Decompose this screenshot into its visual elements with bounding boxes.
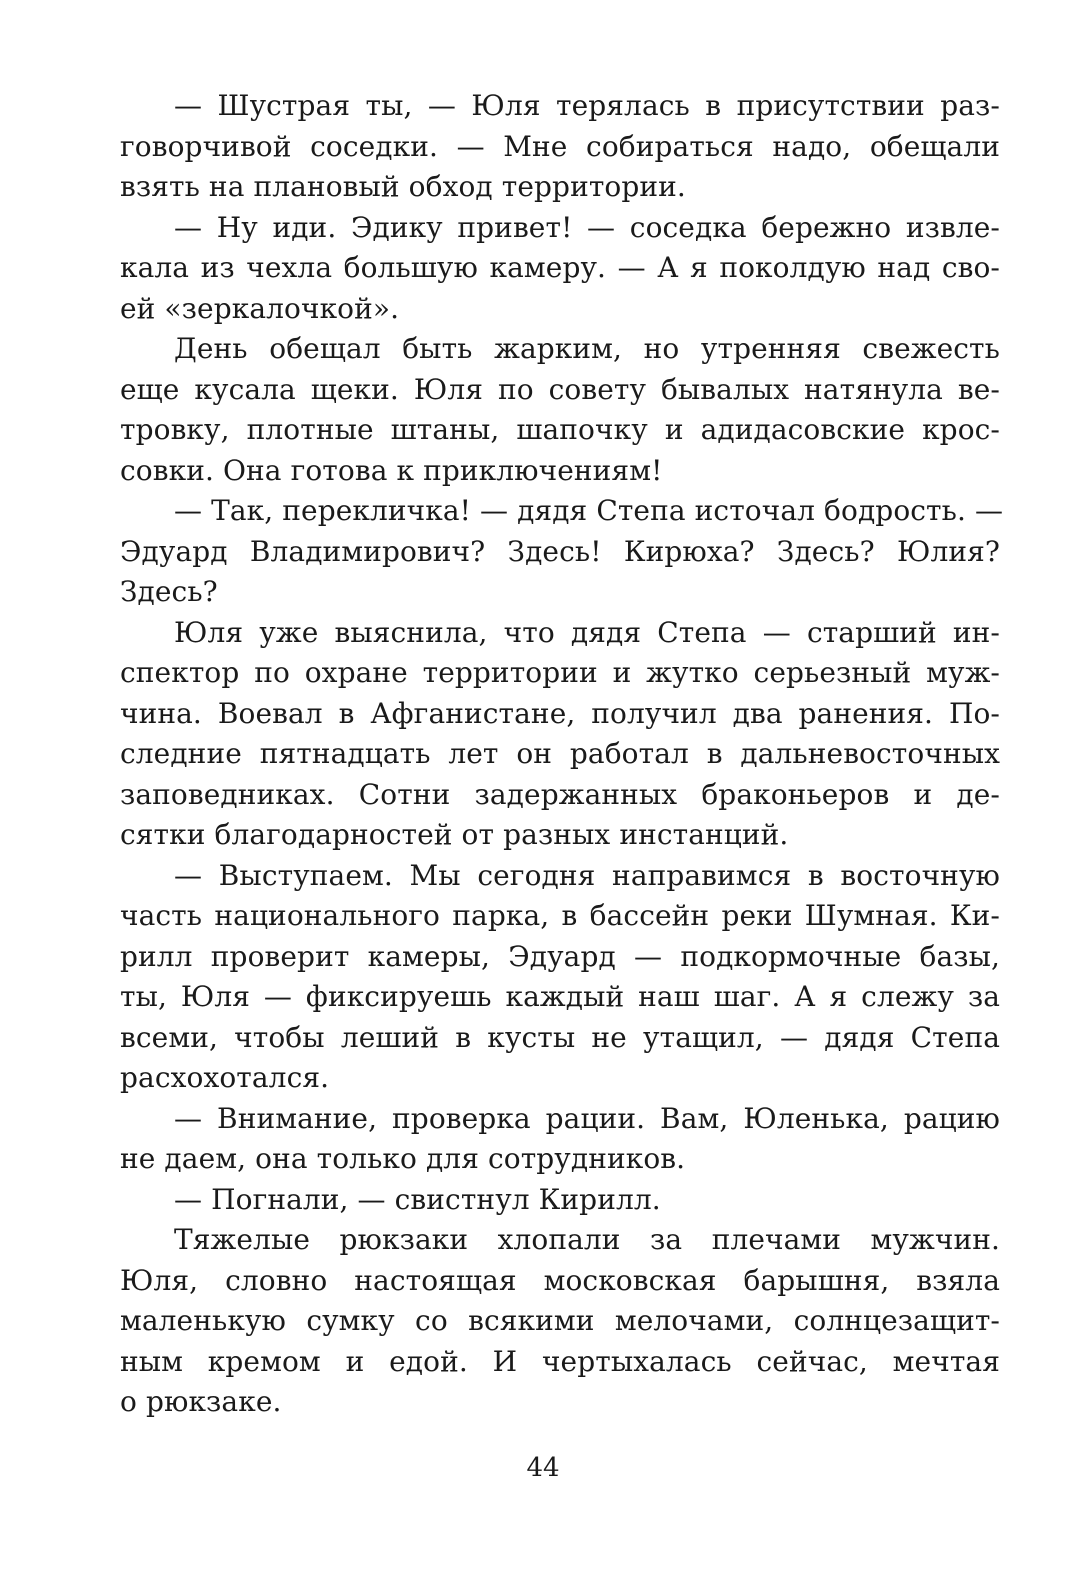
text-line: Эдуард Владимирович? Здесь! Кирюха? Здесь? Юлия? [120,534,1000,568]
text-line: Тяжелые рюкзаки хлопали за плечами мужчин. [174,1223,1000,1256]
text-line: заповедниках. Сотни задержанных браконьеров и де- [120,777,1000,811]
text-line: — Выступаем. Мы сегодня направимся в восточную [174,858,1000,892]
text-line: взять на плановый обход территории. [120,170,686,203]
text-line: — Внимание, проверка рации. Вам, Юленька, рацию [174,1101,1000,1135]
text-line: День обещал быть жарким, но утренняя свежесть [174,332,1000,365]
text-line: часть национального парка, в бассейн реки Шумная. Ки- [120,899,1000,932]
text-line: о рюкзаке. [120,1385,282,1418]
text-line: совки. Она готова к приключениям! [120,453,663,487]
text-line: чина. Воевал в Афганистане, получил два ранения. По- [120,696,1000,730]
text-line: не даем, она только для сотрудников. [120,1142,686,1175]
text-line: — Ну иди. Эдику привет! — соседка бережно извле- [174,210,1000,244]
text-line: всеми, чтобы леший в кусты не утащил, — дядя Степа [120,1020,1000,1054]
text-line: следние пятнадцать лет он работал в дальневосточных [120,737,1000,770]
text-line: ей «зеркалочкой». [120,291,400,325]
text-line: маленькую сумку со всякими мелочами, солнцезащит- [120,1304,1000,1337]
text-line: расхохотался. [120,1061,330,1094]
text-line: Юля уже выяснила, что дядя Степа — старший ин- [174,615,1000,649]
text-line: еще кусала щеки. Юля по совету бывалых натянула ве- [120,372,1000,406]
text-line: тровку, плотные штаны, шапочку и адидасовские крос- [120,413,1000,446]
text-line: ным кремом и едой. И чертыхалась сейчас, мечтая [120,1344,1000,1378]
text-line: ты, Юля — фиксируешь каждый наш шаг. А я слежу за [120,980,1000,1013]
text-line: спектор по охране территории и жутко серьезный муж- [120,656,1000,689]
text-line: — Шустрая ты, — Юля терялась в присутствии раз- [174,89,1000,122]
text-line: — Так, перекличка! — дядя Степа источал бодрость. — [174,494,1004,527]
text-line: кала из чехла большую камеру. — А я поколдую над сво- [120,251,1000,284]
text-line: рилл проверит камеры, Эдуард — подкормочные базы, [120,939,1000,973]
text-line: говорчивой соседки. — Мне собираться надо, обещали [120,129,1000,163]
text-line: Здесь? [120,575,218,608]
body-text [120,86,1004,1423]
text-line: — Погнали, — свистнул Кирилл. [174,1182,661,1216]
page-number: 44 [526,1453,560,1483]
text-line: сятки благодарностей от разных инстанций. [120,818,789,851]
text-line: Юля, словно настоящая московская барышня, взяла [120,1263,1000,1297]
